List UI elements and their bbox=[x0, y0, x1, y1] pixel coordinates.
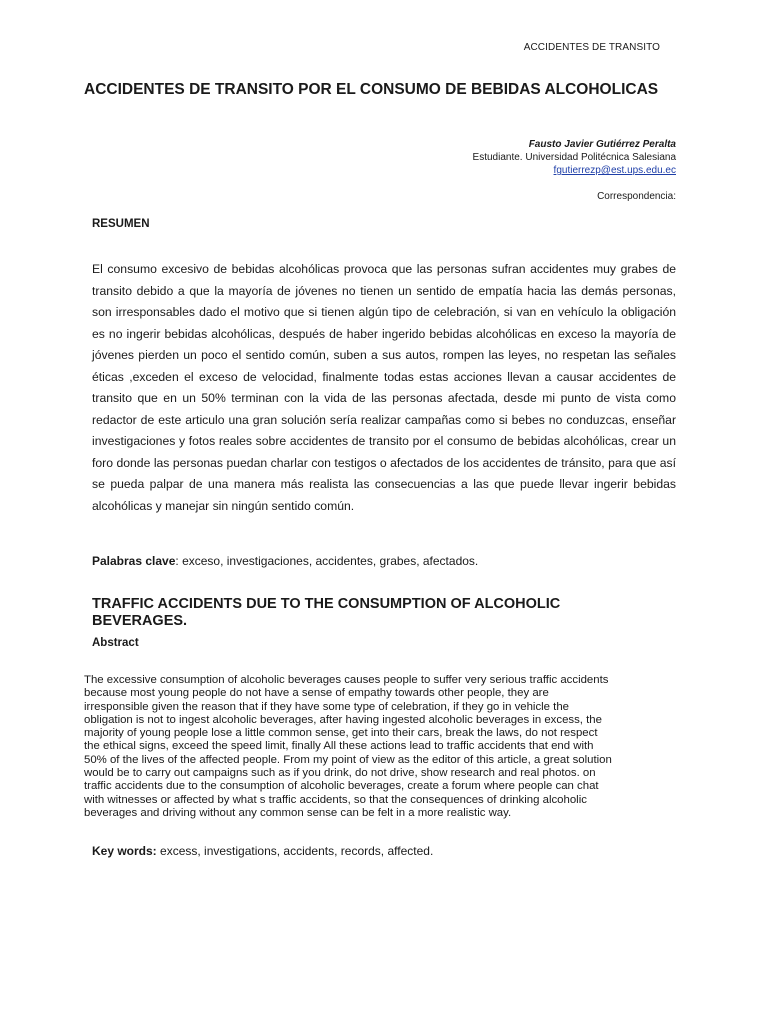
abstract-line: because most young people do not have a sense of empathy towards other people, they are bbox=[84, 687, 549, 700]
abstract-line: 50% of the lives of the affected people. From my point of view as the editor of this article, a great solution bbox=[84, 753, 612, 766]
abstract-heading: Abstract bbox=[92, 637, 139, 649]
abstract-line: The excessive consumption of alcoholic beverages causes people to suffer very serious traffic accidents bbox=[84, 674, 609, 686]
author-name: Fausto Javier Gutiérrez Peralta bbox=[528, 139, 676, 150]
author-email-link[interactable]: fgutierrezp@est.ups.edu.ec bbox=[553, 165, 676, 176]
author-block bbox=[356, 138, 676, 203]
palabras-clave bbox=[92, 553, 676, 569]
key-words bbox=[92, 843, 676, 859]
correspondence-label: Correspondencia: bbox=[597, 191, 676, 202]
abstract-line: majority of young people lose a little common sense, get into their cars, break the laws, do not respect bbox=[84, 727, 598, 740]
resumen-heading: RESUMEN bbox=[92, 218, 150, 230]
key-words-label: Key words: bbox=[92, 844, 157, 858]
palabras-clave-values: : exceso, investigaciones, accidentes, grabes, afectados. bbox=[175, 554, 479, 568]
abstract-line: the ethical signs, exceed the speed limit, finally All these actions lead to traffic accidents that end with bbox=[84, 740, 594, 753]
abstract-line: with witnesses or affected by what s traffic accidents, so that the consequences of drinking alcoholic bbox=[84, 793, 587, 806]
abstract-line: would be to carry out campaigns such as if you drink, do not drive, show research and real photos. on bbox=[84, 767, 596, 780]
abstract-line: irresponsible given the reason that if they have some type of celebration, if they go in vehicle the bbox=[84, 700, 570, 713]
abstract-line: beverages and driving without any common sense can be felt in a more realistic way. bbox=[84, 806, 512, 819]
abstract-line: traffic accidents due to the consumption of alcoholic beverages, create a forum where people can chat bbox=[84, 780, 599, 793]
abstract-line: obligation is not to ingest alcoholic beverages, after having ingested alcoholic beverages in excess, the bbox=[84, 713, 602, 726]
running-header: ACCIDENTES DE TRANSITO bbox=[523, 42, 660, 53]
english-title: TRAFFIC ACCIDENTS DUE TO THE CONSUMPTION OF ALCOHOLIC BEVERAGES. bbox=[92, 596, 561, 629]
article-title: ACCIDENTES DE TRANSITO POR EL CONSUMO DE BEBIDAS ALCOHOLICAS bbox=[84, 81, 659, 98]
abstract-body bbox=[84, 674, 682, 820]
resumen-body: El consumo excesivo de bebidas alcohólicas provoca que las personas sufran accidentes muy grabes de transito debido a que la mayoría de jóvenes no tienen un sentido de empatía hacia las demás personas, son irresponsables dado el motivo que si tienen algún tipo de celebración, si van en vehículo la obligación es no ingerir bebidas alcohólicas, después de haber ingerido bebidas alcohólicas en exceso la mayoría de jóvenes pierden un poco el sentido común, suben a sus autos, rompen las leyes, no respetan las señales éticas ,exceden el exceso de velocidad, finalmente todas estas acciones llevan a causar accidentes de transito que en un 50% terminan con la vida de las personas afectada, desde mi punto de vista como redactor de este articulo una gran solución sería realizar campañas como si bebes no conduzcas, enseñar investigaciones y fotos reales sobre accidentes de transito por el consumo de bebidas alcohólicas, crear un foro donde las personas puedan charlar con testigos o afectados de los accidentes de tránsito, para que así se pueda palpar de una manera más realista las consecuencias a las que puede llevar ingerir bebidas alcohólicas y manejar sin ningún sentido común. bbox=[92, 262, 676, 513]
palabras-clave-label: Palabras clave bbox=[92, 554, 176, 568]
author-affiliation: Estudiante. Universidad Politécnica Salesiana bbox=[472, 152, 676, 163]
key-words-values: excess, investigations, accidents, records, affected. bbox=[156, 844, 434, 858]
